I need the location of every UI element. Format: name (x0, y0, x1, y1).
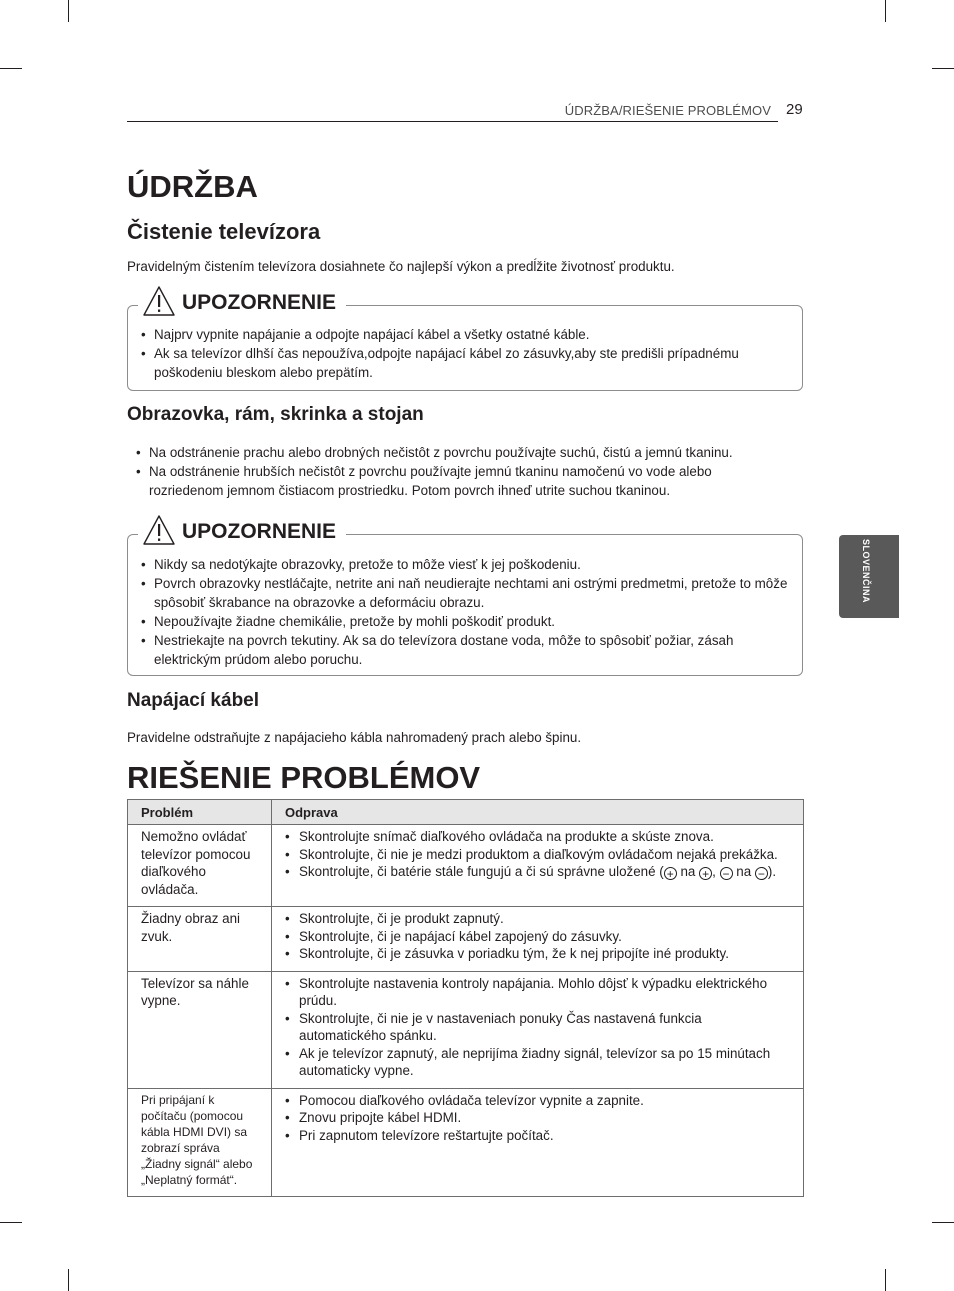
list-item: • Skontrolujte, či nie je medzi produktom a diaľkovým ovládačom nejaká prekážka. (285, 846, 790, 864)
table-header-row (128, 800, 804, 825)
crop-mark (885, 1269, 886, 1291)
battery-text-a: Skontrolujte, či batérie stále fungujú a či sú správne uložené ( (299, 864, 664, 879)
list-item: • Skontrolujte nastavenia kontroly napájania. Mohlo dôjsť k výpadku elektrického prúdu. (285, 975, 790, 1010)
table-row (128, 971, 804, 1088)
warning-list (141, 555, 793, 669)
list-item: • Pri zapnutom televízore reštartujte počítač. (285, 1127, 790, 1145)
page-number: 29 (786, 101, 803, 118)
plus-circle-icon: + (664, 867, 677, 880)
minus-circle-icon: − (755, 867, 768, 880)
list-item: • Najprv vypnite napájanie a odpojte napájací kábel a všetky ostatné káble. (141, 325, 791, 344)
problem-cell: Žiadny obraz ani zvuk. (128, 907, 272, 972)
running-header: ÚDRŽBA/RIEŠENIE PROBLÉMOV (564, 103, 771, 118)
list-item (285, 863, 790, 881)
warning-list (141, 325, 791, 382)
screen-care-list (136, 443, 786, 500)
list-item: • Skontrolujte snímač diaľkového ovládača na produkte a skúste znova. (285, 828, 790, 846)
crop-mark (0, 1222, 22, 1223)
power-cable-heading: Napájací kábel (127, 690, 260, 711)
battery-text-b: na (676, 864, 700, 879)
list-item: • Nestriekajte na povrch tekutiny. Ak sa do televízora dostane voda, môže to spôsobiť požiar, zásah elektrickým prúdom alebo poruchu. (141, 631, 793, 669)
list-item: • Skontrolujte, či nie je v nastaveniach ponuky Čas nastavená funkcia automatického spánku. (285, 1010, 790, 1045)
crop-mark (68, 1269, 69, 1291)
list-item: • Znovu pripojte kábel HDMI. (285, 1109, 790, 1127)
solution-cell (272, 971, 804, 1088)
maintenance-title: ÚDRŽBA (127, 169, 258, 204)
list-item: • Povrch obrazovky nestláčajte, netrite ani naň neudierajte nechtami ani ostrými predmetmi, pretože to môže spôsobiť škrabance na obrazovke a deformáciu obrazu. (141, 574, 793, 612)
warning-title: UPOZORNENIE (182, 291, 337, 314)
minus-circle-icon: − (720, 867, 733, 880)
warning-box (127, 520, 803, 676)
battery-text-e: ). (767, 864, 777, 879)
problem-cell: Pri pripájaní k počítaču (pomocou kábla HDMI DVI) sa zobrazí správa „Žiadny signál“ alebo „Neplatný formát“. (128, 1088, 272, 1196)
list-item: • Ak sa televízor dlhší čas nepoužíva,odpojte napájací kábel zo zásuvky,aby ste predišli prípadnému poškodeniu bleskom alebo prepätím. (141, 344, 791, 382)
solution-list (285, 1092, 790, 1145)
language-tab-label: SLOVENČINA (861, 539, 871, 604)
list-item: • Skontrolujte, či je produkt zapnutý. (285, 910, 790, 928)
crop-mark (932, 1222, 954, 1223)
language-tab (839, 535, 899, 618)
troubleshooting-table (127, 799, 804, 1197)
crop-mark (932, 68, 954, 69)
plus-circle-icon: + (699, 867, 712, 880)
warning-header (138, 285, 346, 317)
warning-triangle-icon (142, 285, 176, 317)
list-item: • Nepoužívajte žiadne chemikálie, pretože by mohli poškodiť produkt. (141, 612, 793, 631)
column-header-solution: Odprava (272, 800, 804, 825)
list-item: • Na odstránenie hrubších nečistôt z povrchu používajte jemnú tkaninu namočenú vo vode alebo rozriedenom jemnom čistiacom prostriedku. Potom povrch ihneď utrite suchou tkaninou. (136, 462, 786, 500)
crop-mark (0, 68, 22, 69)
list-item: • Na odstránenie prachu alebo drobných nečistôt z povrchu používajte suchú, čistú a jemnú tkaninu. (136, 443, 786, 462)
solution-cell (272, 825, 804, 907)
list-item: • Pomocou diaľkového ovládača televízor vypnite a zapnite. (285, 1092, 790, 1110)
table-row (128, 825, 804, 907)
troubleshooting-title: RIEŠENIE PROBLÉMOV (127, 760, 481, 795)
warning-box (127, 291, 803, 391)
solution-list (285, 975, 790, 1080)
header-rule (127, 121, 778, 122)
cleaning-intro: Pravidelným čistením televízora dosiahnete čo najlepší výkon a predĺžite životnosť produktu. (127, 259, 675, 274)
solution-cell (272, 907, 804, 972)
solution-list (285, 828, 790, 881)
list-item: • Nikdy sa nedotýkajte obrazovky, pretože to môže viesť k jej poškodeniu. (141, 555, 793, 574)
crop-mark (885, 0, 886, 22)
table-row (128, 1088, 804, 1196)
table-row (128, 907, 804, 972)
column-header-problem: Problém (128, 800, 272, 825)
cleaning-heading: Čistenie televízora (127, 219, 321, 244)
solution-list (285, 910, 790, 963)
list-item: • Ak je televízor zapnutý, ale neprijíma žiadny signál, televízor sa po 15 minútach automaticky vypne. (285, 1045, 790, 1080)
power-cable-text: Pravidelne odstraňujte z napájacieho kábla nahromadený prach alebo špinu. (127, 730, 582, 745)
problem-cell: Nemožno ovládať televízor pomocou diaľkového ovládača. (128, 825, 272, 907)
list-item: • Skontrolujte, či je zásuvka v poriadku tým, že k nej pripojíte iné produkty. (285, 945, 790, 963)
screen-heading: Obrazovka, rám, skrinka a stojan (127, 404, 424, 425)
warning-triangle-icon (142, 514, 176, 546)
warning-title: UPOZORNENIE (182, 520, 337, 543)
problem-cell: Televízor sa náhle vypne. (128, 971, 272, 1088)
battery-text-d: na (732, 864, 755, 879)
crop-mark (68, 0, 69, 22)
solution-cell (272, 1088, 804, 1196)
list-item: • Skontrolujte, či je napájací kábel zapojený do zásuvky. (285, 928, 790, 946)
warning-header (138, 514, 346, 546)
battery-text-c: , (712, 864, 720, 879)
